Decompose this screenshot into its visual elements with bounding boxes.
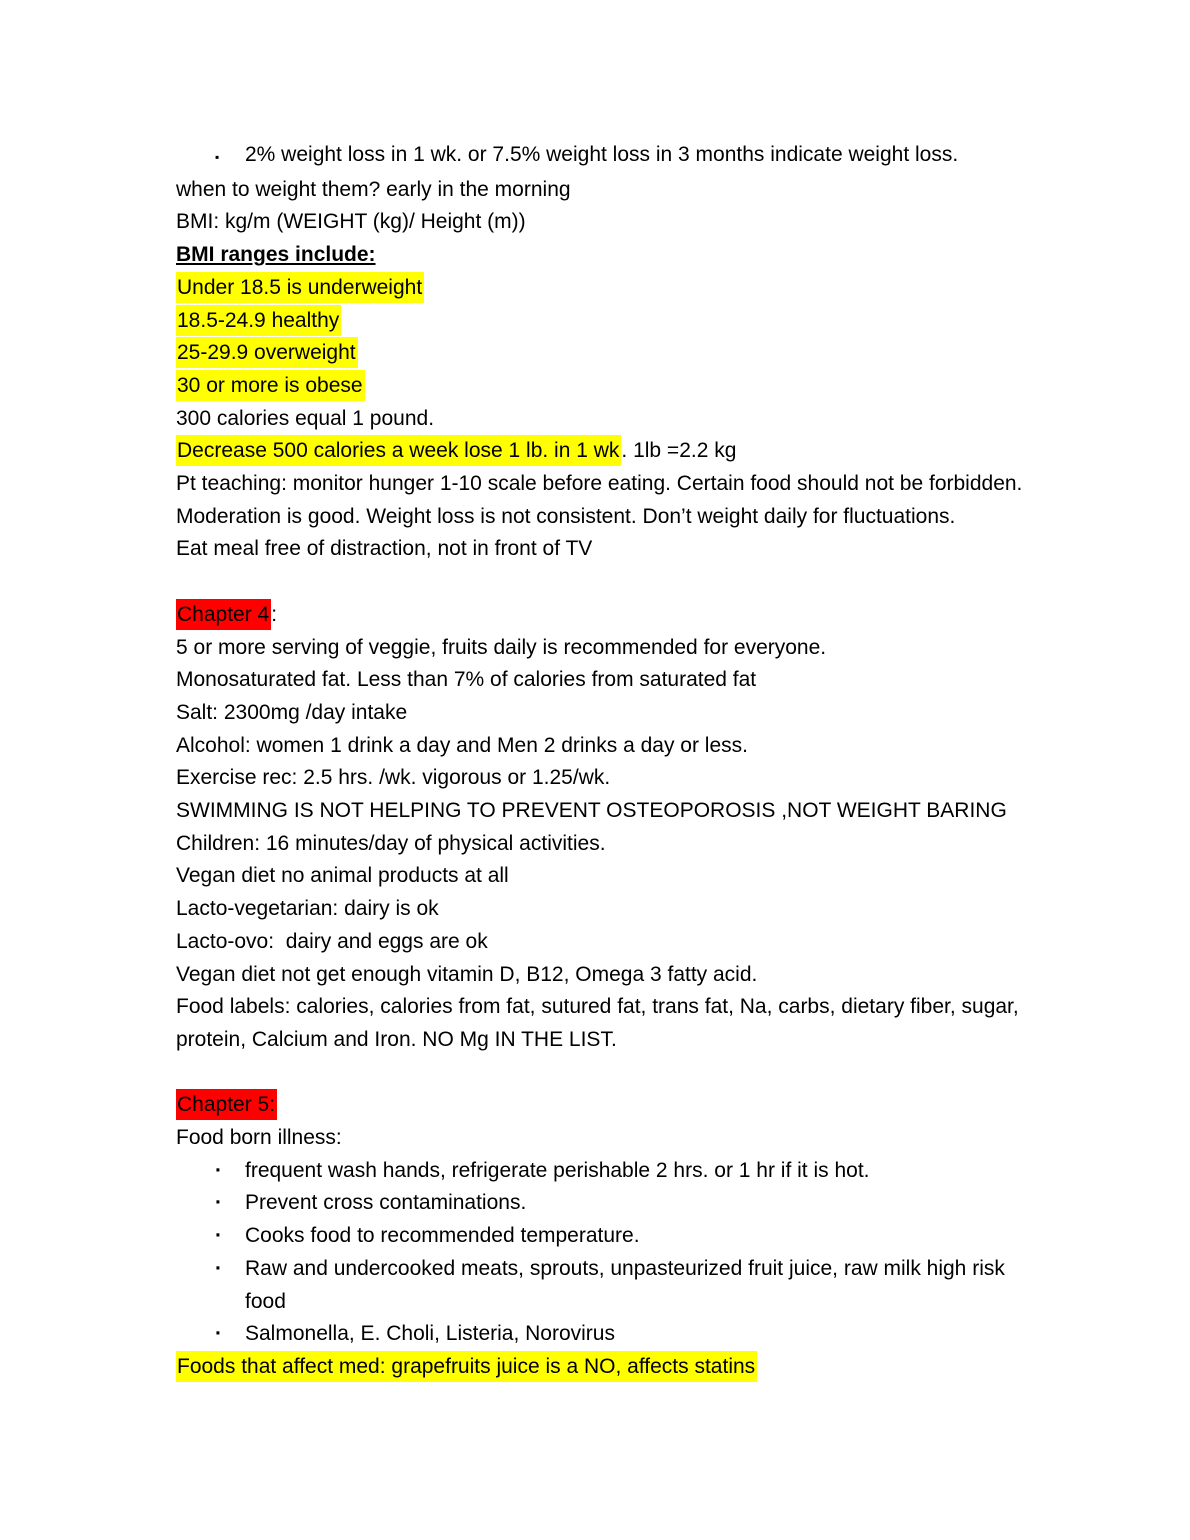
- text-line: [176, 1220, 1040, 1253]
- text-line: [176, 632, 1040, 665]
- highlight-yellow-text: 25-29.9 overweight: [176, 337, 358, 368]
- text-run: Cooks food to recommended temperature.: [245, 1224, 640, 1248]
- highlight-yellow-text: Foods that affect med: grapefruits juice is a NO, affects statins: [176, 1351, 757, 1382]
- text-run: Moderation is good. Weight loss is not consistent. Don’t weight daily for fluctuations.: [176, 504, 956, 528]
- text-run: Lacto-ovo: dairy and eggs are ok: [176, 929, 488, 953]
- text-run: Eat meal free of distraction, not in front of TV: [176, 537, 593, 561]
- text-line: [176, 501, 1040, 534]
- dot-bullet-icon: ·: [215, 1158, 222, 1182]
- blank-line: [176, 566, 1040, 599]
- text-line: [176, 828, 1040, 861]
- text-line: [176, 860, 1040, 893]
- dot-bullet-icon: ·: [215, 1256, 222, 1280]
- highlight-yellow-text: Decrease 500 calories a week lose 1 lb. in 1 wk: [176, 435, 621, 466]
- highlight-yellow-text: 18.5-24.9 healthy: [176, 305, 341, 336]
- text-line: [176, 697, 1040, 730]
- dot-bullet-icon: ·: [215, 1322, 222, 1346]
- highlight-yellow-text: 30 or more is obese: [176, 370, 365, 401]
- text-line: [176, 795, 1040, 828]
- text-run: Food born illness:: [176, 1126, 342, 1150]
- text-run: Vegan diet not get enough vitamin D, B12, Omega 3 fatty acid.: [176, 962, 758, 986]
- text-line: [176, 762, 1040, 795]
- blank-line: [176, 1057, 1040, 1090]
- text-line: [176, 1089, 1040, 1122]
- text-line: [176, 1286, 1040, 1319]
- text-run: frequent wash hands, refrigerate perishable 2 hrs. or 1 hr if it is hot.: [245, 1158, 870, 1182]
- text-line: [176, 893, 1040, 926]
- dot-bullet-icon: ·: [215, 1191, 222, 1215]
- text-line: [176, 174, 1040, 207]
- highlight-yellow-text: Under 18.5 is underweight: [176, 272, 424, 303]
- text-run: Food labels: calories, calories from fat, sutured fat, trans fat, Na, carbs, dietary fiber, sugar,: [176, 995, 1019, 1019]
- highlight-red-text: Chapter 5:: [176, 1089, 277, 1120]
- text-line: [176, 926, 1040, 959]
- text-run: Vegan diet no animal products at all: [176, 864, 509, 888]
- text-line: [176, 468, 1040, 501]
- text-line: [176, 1318, 1040, 1351]
- text-line: [176, 206, 1040, 239]
- text-line: [176, 239, 1040, 272]
- text-line: [176, 599, 1040, 632]
- text-line: [176, 1024, 1040, 1057]
- dot-bullet-icon: ·: [215, 1224, 222, 1248]
- text-line: [176, 337, 1040, 370]
- text-run: Raw and undercooked meats, sprouts, unpasteurized fruit juice, raw milk high risk: [245, 1256, 1005, 1280]
- text-line: [176, 1253, 1040, 1286]
- highlight-red-text: Chapter 4: [176, 599, 271, 630]
- text-run: Monosaturated fat. Less than 7% of calories from saturated fat: [176, 668, 757, 692]
- text-line: [176, 305, 1040, 338]
- text-run: 5 or more serving of veggie, fruits daily is recommended for everyone.: [176, 635, 827, 659]
- text-run: protein, Calcium and Iron. NO Mg IN THE LIST.: [176, 1027, 617, 1051]
- text-line: [176, 1122, 1040, 1155]
- document-body: [176, 139, 1040, 1384]
- text-run: Salt: 2300mg /day intake: [176, 700, 408, 724]
- text-line: [176, 991, 1040, 1024]
- text-run: food: [245, 1289, 286, 1313]
- text-line: [176, 139, 1040, 174]
- text-run: 2% weight loss in 1 wk. or 7.5% weight loss in 3 months indicate weight loss.: [245, 143, 959, 166]
- text-line: [176, 533, 1040, 566]
- text-run: BMI: kg/m (WEIGHT (kg)/ Height (m)): [176, 210, 526, 234]
- text-run: SWIMMING IS NOT HELPING TO PREVENT OSTEOPOROSIS ,NOT WEIGHT BARING: [176, 799, 1007, 823]
- text-line: [176, 1187, 1040, 1220]
- text-run: . 1lb =2.2 kg: [621, 439, 737, 463]
- text-line: [176, 730, 1040, 763]
- text-line: [176, 272, 1040, 305]
- text-run: :: [271, 602, 278, 626]
- text-line: [176, 1351, 1040, 1384]
- text-run: Prevent cross contaminations.: [245, 1191, 527, 1215]
- text-line: [176, 403, 1040, 436]
- bold-underline-text: BMI ranges include:: [176, 243, 376, 267]
- text-run: Children: 16 minutes/day of physical activities.: [176, 831, 606, 855]
- text-run: Exercise rec: 2.5 hrs. /wk. vigorous or 1.25/wk.: [176, 766, 611, 790]
- text-run: Lacto-vegetarian: dairy is ok: [176, 897, 439, 921]
- text-run: Alcohol: women 1 drink a day and Men 2 drinks a day or less.: [176, 733, 748, 757]
- text-run: Salmonella, E. Choli, Listeria, Norovirus: [245, 1322, 615, 1346]
- text-line: [176, 435, 1040, 468]
- text-line: [176, 370, 1040, 403]
- text-line: [176, 664, 1040, 697]
- text-run: 300 calories equal 1 pound.: [176, 406, 435, 430]
- text-run: when to weight them? early in the morning: [176, 177, 571, 201]
- square-bullet-icon: ▪: [215, 150, 220, 164]
- text-run: Pt teaching: monitor hunger 1-10 scale before eating. Certain food should not be forbidden.: [176, 472, 1023, 496]
- text-line: [176, 1155, 1040, 1188]
- text-line: [176, 959, 1040, 992]
